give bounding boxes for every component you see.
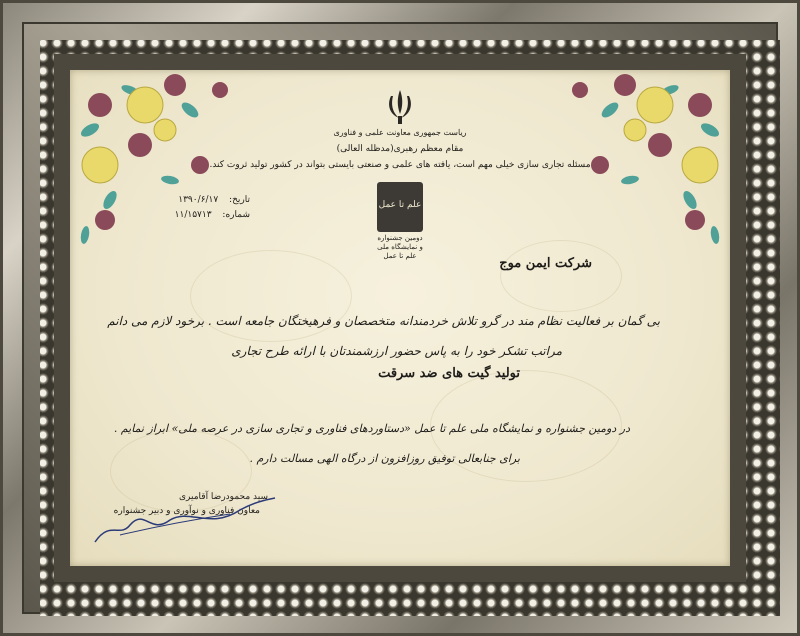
- body-line-2: مراتب تشکر خود را به پاس حضور ارزشمندتان با ارائه طرح تجاری: [231, 344, 562, 358]
- recipient-name: شرکت ایمن موج: [499, 256, 592, 271]
- emblem-caption: ریاست جمهوری معاونت علمی و فناوری: [333, 128, 467, 137]
- signature-icon: [90, 490, 280, 550]
- science-to-action-logo: [377, 182, 423, 232]
- logo-caption-2: و نمایشگاه ملی: [377, 243, 423, 251]
- signer-name: سید محمودرضا آقامیری: [178, 492, 268, 502]
- logo-caption-1: دومین جشنواره: [377, 234, 423, 242]
- certificate-paper: [70, 70, 730, 566]
- iran-emblem-icon: [385, 88, 415, 126]
- number-value: ۱۱/۱۵۷۱۳: [174, 210, 212, 220]
- date-value: ۱۳۹۰/۶/۱۷: [178, 195, 219, 205]
- date-label: تاریخ:: [229, 195, 250, 205]
- number-row: [175, 210, 250, 220]
- leader-title: مقام معظم رهبری(مدظله العالی): [336, 144, 464, 154]
- leader-quote: مسئله تجاری سازی خیلی مهم است، یافته های علمی و صنعتی بایستی بتواند در کشور تولید ثروت کند.: [209, 160, 591, 170]
- logo-caption-3: علم تا عمل: [383, 252, 417, 260]
- number-label: شماره:: [222, 210, 250, 220]
- logo-mark: علم تا عمل: [378, 200, 422, 210]
- body-line-1: بی گمان بر فعالیت نظام مند در گرو تلاش خردمندانه متخصصان و فرهیختگان جامعه است . برخود لازم می دانم: [107, 314, 660, 328]
- date-row: [178, 195, 250, 205]
- project-title: تولید گیت های ضد سرقت: [378, 366, 520, 381]
- body-line-3: در دومین جشنواره و نمایشگاه ملی علم تا عمل «دستاوردهای فناوری و تجاری سازی در عرصه ملی» ابراز نمایم .: [113, 422, 630, 435]
- signer-title: معاون فناوری و نوآوری و دبیر جشنواره: [113, 506, 260, 516]
- body-line-4: برای جنابعالی توفیق روزافزون از درگاه الهی مسالت دارم .: [249, 452, 520, 465]
